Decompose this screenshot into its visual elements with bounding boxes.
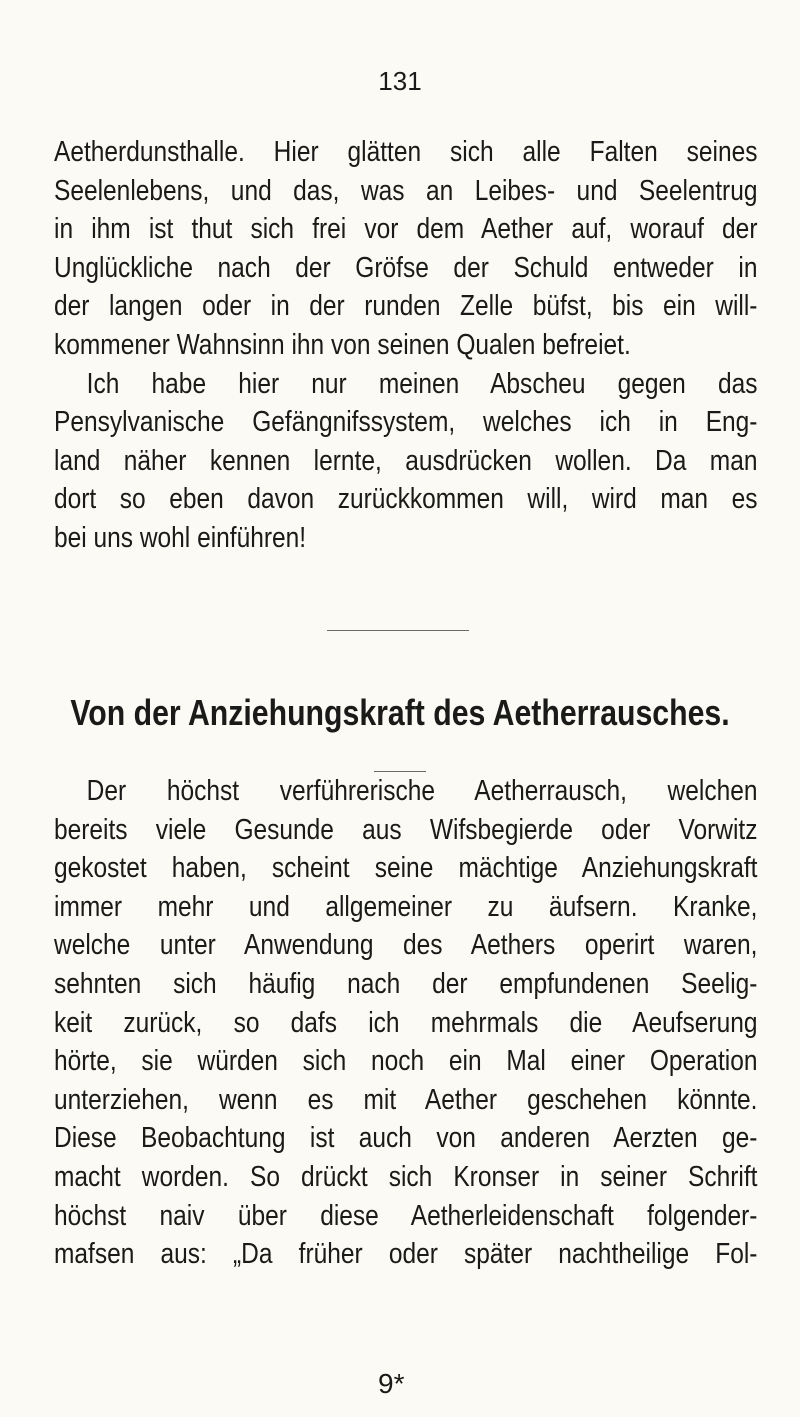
text-line: Der höchst verführerische Aetherrausch, welchen <box>86 775 758 807</box>
text-line: macht worden. So drückt sich Kronser in seiner Schrift <box>54 1160 758 1193</box>
text-line: dort so eben davon zurückkommen will, wird man es <box>54 483 758 516</box>
text-line: Ich habe hier nur meinen Abscheu gegen das <box>86 367 758 400</box>
text-line: land näher kennen lernte, ausdrücken wollen. Da man <box>54 444 758 477</box>
text-line: Unglückliche nach der Gröfse der Schuld entweder in <box>54 251 758 284</box>
section-divider-top <box>327 630 469 631</box>
text-line: welche unter Anwendung des Aethers operirt waren, <box>54 929 758 962</box>
text-line: Diese Beobachtung ist auch von anderen Aerzten ge- <box>54 1122 758 1155</box>
signature-mark: 9* <box>378 1368 405 1399</box>
text-line: in ihm ist thut sich frei vor dem Aether auf, worauf der <box>54 213 758 246</box>
text-line: bei uns wohl einführen! <box>54 521 307 554</box>
text-line: unterziehen, wenn es mit Aether geschehen könnte. <box>54 1083 758 1116</box>
page-number: 131 <box>378 66 422 96</box>
text-line: hörte, sie würden sich noch ein Mal einer Operation <box>54 1045 758 1078</box>
text-line: höchst naiv über diese Aetherleidenschaft folgender- <box>54 1199 758 1232</box>
text-line: mafsen aus: „Da früher oder später nachtheilige Fol- <box>54 1238 758 1271</box>
text-line: Aetherdunsthalle. Hier glätten sich alle Falten seines <box>54 136 758 168</box>
text-line: Pensylvanische Gefängnifssystem, welches ich in Eng- <box>54 406 758 439</box>
text-line: Seelenlebens, und das, was an Leibes- und Seelentrug <box>54 174 758 207</box>
text-line: kommener Wahnsinn ihn von seinen Qualen befreiet. <box>54 328 631 361</box>
text-block-bottom <box>54 772 758 1274</box>
text-line: bereits viele Gesunde aus Wifsbegierde oder Vorwitz <box>54 813 758 846</box>
text-line: gekostet haben, scheint seine mächtige Anziehungskraft <box>54 852 758 885</box>
text-line: sehnten sich häufig nach der empfundenen Seelig- <box>54 967 758 1000</box>
text-line: immer mehr und allgemeiner zu äufsern. Kranke, <box>54 890 758 923</box>
text-block-top <box>54 133 758 558</box>
text-line: der langen oder in der runden Zelle büfst, bis ein will- <box>54 290 758 323</box>
section-heading: Von der Anziehungskraft des Aetherrausches. <box>70 692 730 733</box>
text-line: keit zurück, so dafs ich mehrmals die Aeufserung <box>54 1006 758 1039</box>
